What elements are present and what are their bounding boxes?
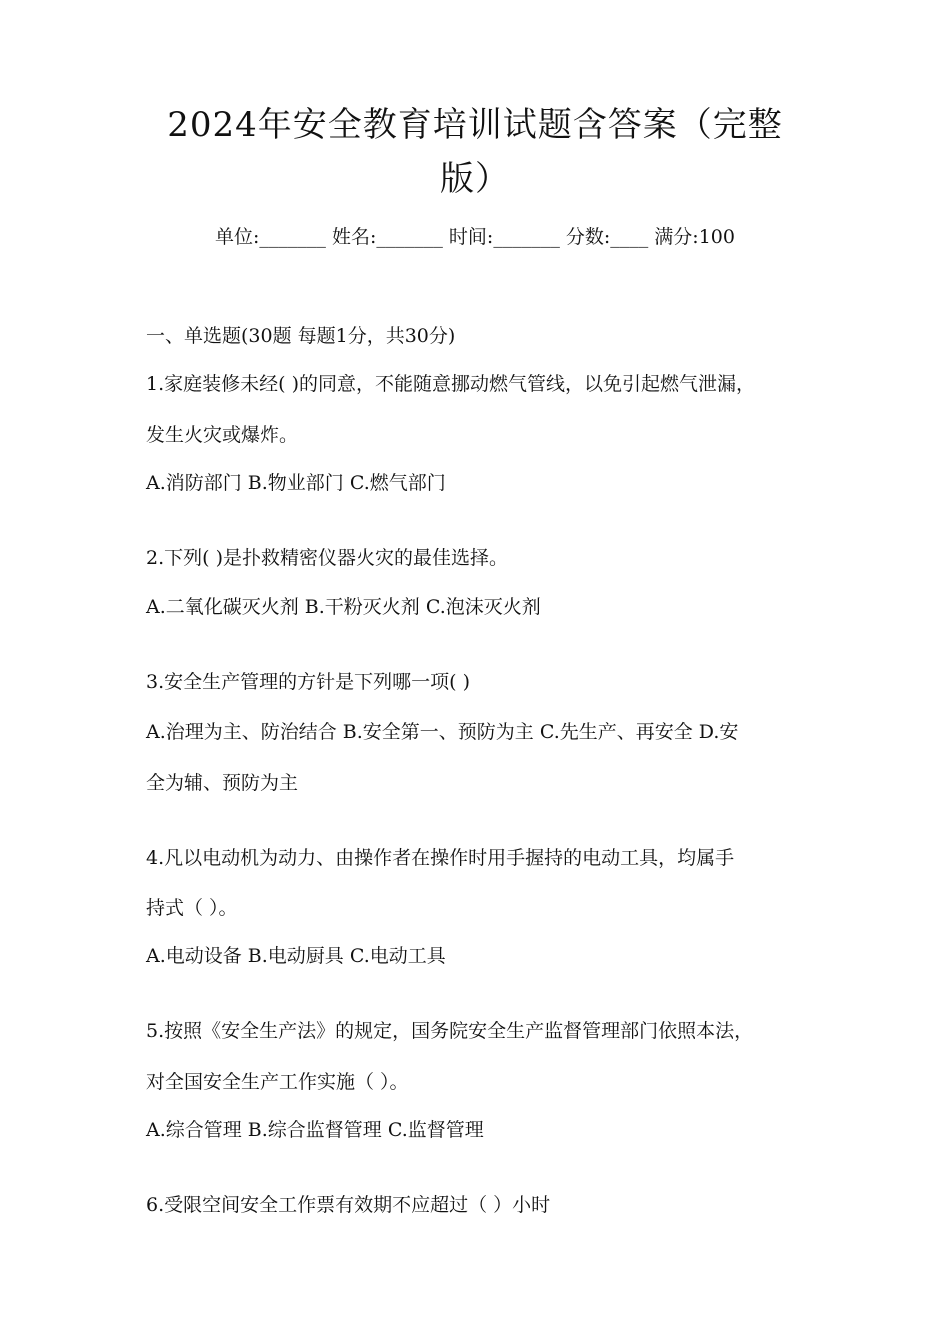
section-heading: 一、单选题(30题 每题1分，共30分): [146, 325, 456, 347]
question-3-options-line-2: 全为辅、预防为主: [146, 772, 299, 794]
question-5-options: A.综合管理 B.综合监督管理 C.监督管理: [146, 1119, 484, 1141]
question-2-stem: 2.下列( )是扑救精密仪器火灾的最佳选择。: [146, 547, 508, 569]
question-3-options-line-1: A.治理为主、防治结合 B.安全第一、预防为主 C.先生产、再安全 D.安: [146, 721, 739, 743]
question-2-options: A.二氧化碳灭火剂 B.干粉灭火剂 C.泡沫灭火剂: [146, 596, 541, 618]
question-4-stem-line-2: 持式（ ）。: [146, 897, 238, 919]
question-1-stem-line-1: 1.家庭装修未经( )的同意，不能随意挪动燃气管线，以免引起燃气泄漏，: [146, 373, 755, 395]
info-line: [0, 222, 950, 252]
question-6-stem: 6.受限空间安全工作票有效期不应超过（ ）小时: [146, 1194, 551, 1216]
title-line-1: 2024年安全教育培训试题含答案（完整: [167, 105, 783, 145]
info-fields: 单位:_______ 姓名:_______ 时间:_______ 分数:____ 满分:100: [215, 226, 735, 248]
question-4-stem-line-1: 4.凡以电动机为动力、由操作者在操作时用手握持的电动工具，均属手: [146, 847, 735, 869]
title-line-2: 版）: [440, 159, 510, 199]
question-5-stem-line-1: 5.按照《安全生产法》的规定，国务院安全生产监督管理部门依照本法，: [146, 1020, 754, 1042]
question-3-stem: 3.安全生产管理的方针是下列哪一项( ): [146, 671, 470, 693]
question-5-stem-line-2: 对全国安全生产工作实施（ ）。: [146, 1071, 409, 1093]
question-1-options: A.消防部门 B.物业部门 C.燃气部门: [146, 472, 446, 494]
question-4-options: A.电动设备 B.电动厨具 C.电动工具: [146, 945, 446, 967]
document-title: [140, 98, 810, 206]
question-1-stem-line-2: 发生火灾或爆炸。: [146, 424, 299, 446]
